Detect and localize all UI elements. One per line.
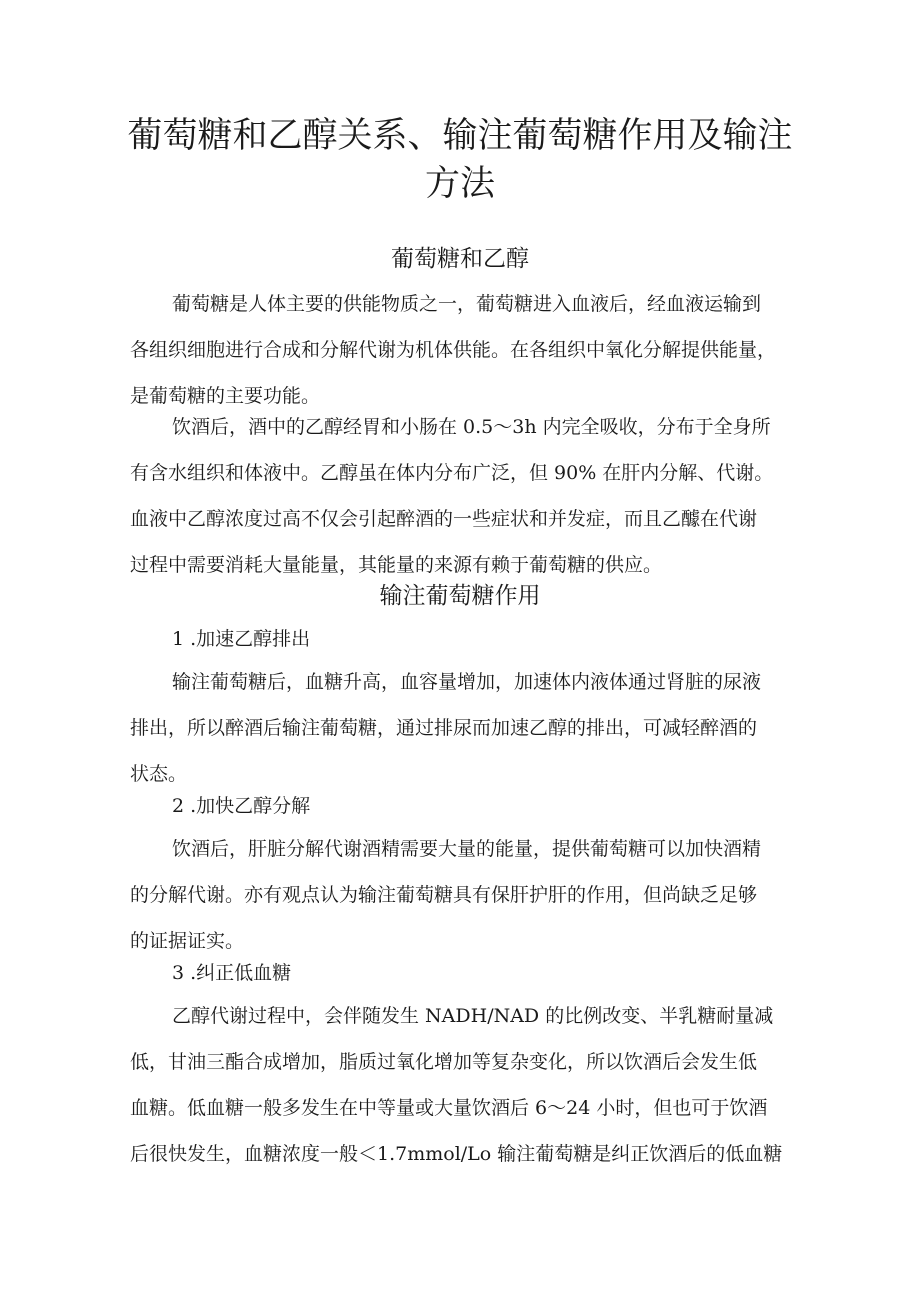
item-heading-speed-decomposition: 2 .加快乙醇分解 xyxy=(172,795,311,817)
paragraph-line: 排出，所以醉酒后输注葡萄糖，通过排尿而加速乙醇的排出，可减轻醉酒的 xyxy=(130,717,758,739)
paragraph-line: 输注葡萄糖后，血糖升高，血容量增加，加速体内液体通过肾脏的尿液 xyxy=(172,671,762,693)
document-title-line-2: 方法 xyxy=(424,164,495,204)
section-heading-glucose-ethanol: 葡萄糖和乙醇 xyxy=(391,246,529,272)
paragraph-line: 乙醇代谢过程中，会伴随发生 NADH/NAD 的比例改变、半乳糖耐量减 xyxy=(172,1005,774,1027)
paragraph-line: 饮酒后，肝脏分解代谢酒精需要大量的能量，提供葡萄糖可以加快酒精 xyxy=(172,838,762,860)
paragraph-accelerate-excretion xyxy=(130,659,790,797)
paragraph-line: 的证据证实。 xyxy=(130,930,245,952)
paragraph-line: 状态。 xyxy=(130,763,188,785)
section-heading-infusion-effects: 输注葡萄糖作用 xyxy=(379,583,541,609)
paragraph-line: 葡萄糖是人体主要的供能物质之一，葡萄糖进入血液后，经血液运输到 xyxy=(172,293,762,315)
paragraph-line: 后很快发生，血糖浓度一般＜1.7mmol/Lo 输注葡萄糖是纠正饮酒后的低血糖 xyxy=(130,1143,783,1165)
paragraph-ethanol-absorption xyxy=(130,404,790,588)
paragraph-line: 饮酒后，酒中的乙醇经胃和小肠在 0.5～3h 内完全吸收，分布于全身所 xyxy=(172,416,771,438)
paragraph-line: 有含水组织和体液中。乙醇虽在体内分布广泛，但 90% 在肝内分解、代谢。 xyxy=(130,462,774,484)
paragraph-line: 低，甘油三酯合成增加，脂质过氧化增加等复杂变化，所以饮酒后会发生低 xyxy=(130,1051,758,1073)
paragraph-glucose-function xyxy=(130,281,790,419)
document-title-line-1: 葡萄糖和乙醇关系、输注葡萄糖作用及输注 xyxy=(127,116,793,156)
paragraph-line: 的分解代谢。亦有观点认为输注葡萄糖具有保肝护肝的作用，但尚缺乏足够 xyxy=(130,884,758,906)
paragraph-line: 过程中需要消耗大量能量，其能量的来源有赖于葡萄糖的供应。 xyxy=(130,554,663,576)
item-heading-accelerate-excretion: 1 .加速乙醇排出 xyxy=(172,628,311,650)
paragraph-line: 血糖。低血糖一般多发生在中等量或大量饮酒后 6～24 小时，但也可于饮酒 xyxy=(130,1097,768,1119)
paragraph-line: 是葡萄糖的主要功能。 xyxy=(130,385,321,407)
document-title xyxy=(100,112,820,208)
item-heading-correct-hypoglycemia: 3 .纠正低血糖 xyxy=(172,962,292,984)
paragraph-correct-hypoglycemia xyxy=(130,993,790,1177)
paragraph-line: 各组织细胞进行合成和分解代谢为机体供能。在各组织中氧化分解提供能量， xyxy=(130,339,777,361)
paragraph-line: 血液中乙醇浓度过高不仅会引起醉酒的一些症状和并发症，而且乙醵在代谢 xyxy=(130,508,758,530)
paragraph-speed-decomposition xyxy=(130,826,790,964)
